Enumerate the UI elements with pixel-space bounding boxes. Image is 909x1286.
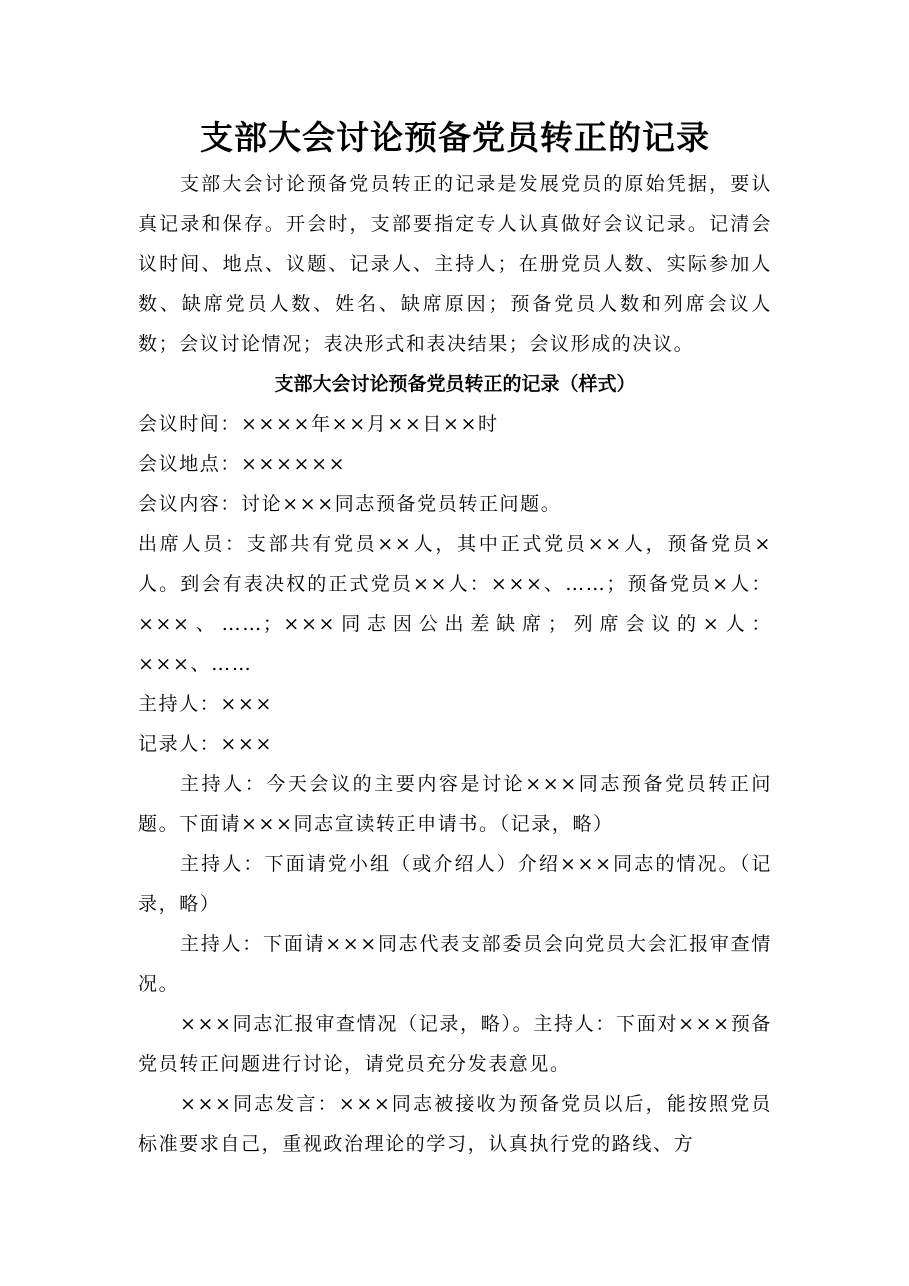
meeting-place: 会议地点：××××××: [138, 453, 347, 475]
meeting-content: 会议内容：讨论×××同志预备党员转正问题。: [138, 493, 562, 515]
host: 主持人：×××: [138, 693, 273, 715]
paragraph-5: ×××同志发言：×××同志被接收为预备党员以后，能按照党员标准要求自己，重视政治理论的学习，认真执行党的路线、方: [138, 1093, 772, 1155]
document-page: [138, 112, 772, 1164]
meeting-time: 会议时间：××××年××月××日××时: [138, 413, 499, 435]
sample-title: 支部大会讨论预备党员转正的记录（样式）: [274, 373, 636, 395]
paragraph-4: ×××同志汇报审查情况（记录，略）。主持人：下面对×××预备党员转正问题进行讨论，请党员充分发表意见。: [138, 1013, 772, 1075]
attendees: 出席人员：支部共有党员××人，其中正式党员××人，预备党员×人。到会有表决权的正式党员××人：×××、……；预备党员×人：×××、……；×××同志因公出差缺席；列席会议的×人：×××、……: [138, 533, 772, 675]
paragraph-1: 主持人：今天会议的主要内容是讨论×××同志预备党员转正问题。下面请×××同志宣读转正申请书。（记录，略）: [138, 773, 772, 835]
paragraph-3: 主持人：下面请×××同志代表支部委员会向党员大会汇报审查情况。: [138, 933, 772, 995]
recorder: 记录人：×××: [138, 733, 273, 755]
intro-paragraph: 支部大会讨论预备党员转正的记录是发展党员的原始凭据，要认真记录和保存。开会时，支部要指定专人认真做好会议记录。记清会议时间、地点、议题、记录人、主持人；在册党员人数、实际参加人数、缺席党员人数、姓名、缺席原因；预备党员人数和列席会议人数；会议讨论情况；表决形式和表决结果；会议形成的决议。: [138, 173, 772, 355]
paragraph-2: 主持人：下面请党小组（或介绍人）介绍×××同志的情况。（记录，略）: [138, 853, 772, 915]
document-title: 支部大会讨论预备党员转正的记录: [200, 118, 710, 157]
